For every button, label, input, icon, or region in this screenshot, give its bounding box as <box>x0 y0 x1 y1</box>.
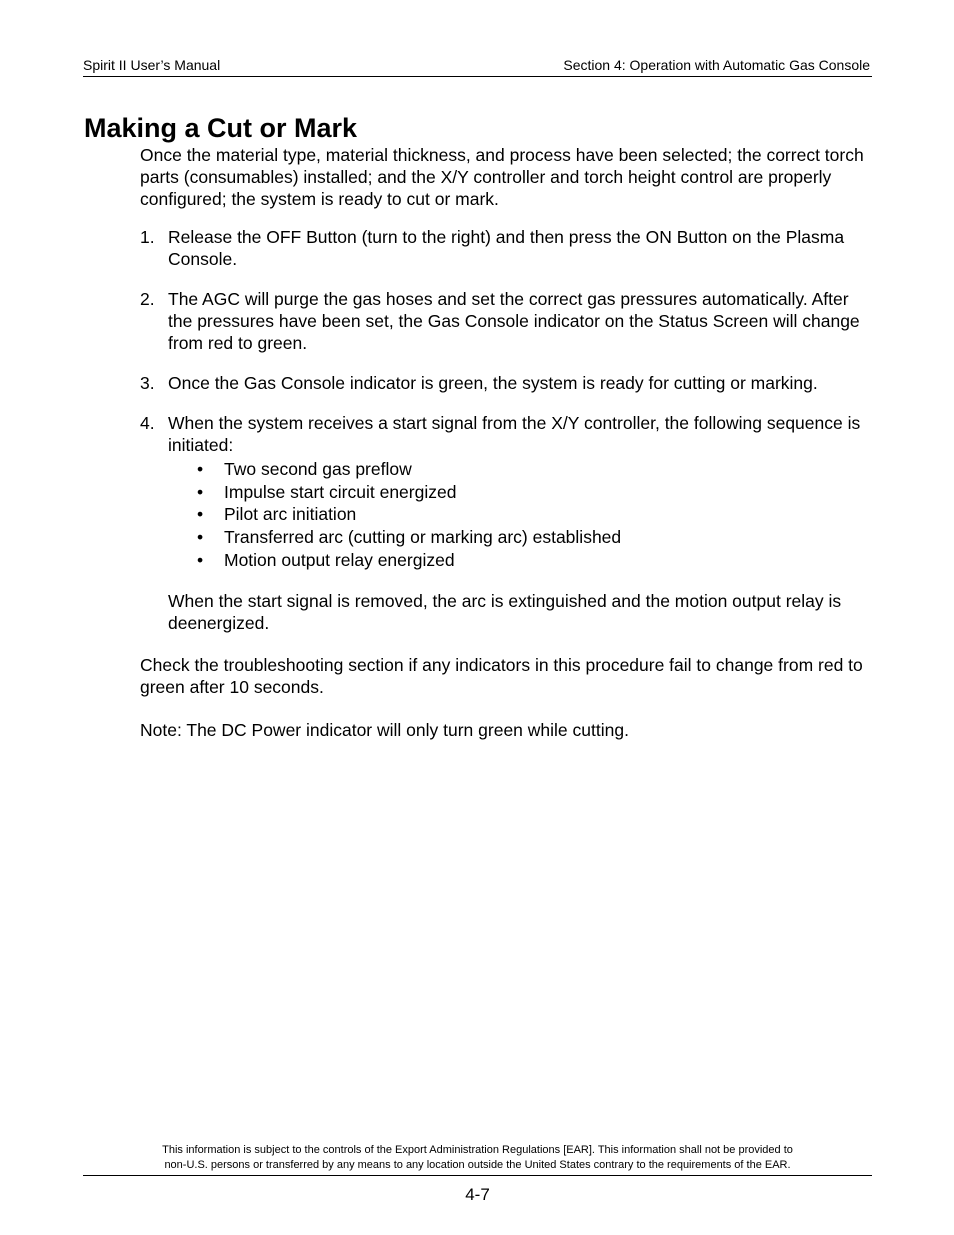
step-number: 4. <box>140 413 155 434</box>
bullet-icon: • <box>197 504 204 525</box>
list-item-text: Impulse start circuit energized <box>224 481 457 502</box>
note-paragraph: Note: The DC Power indicator will only turn green while cutting. <box>140 720 629 740</box>
section-title: Section 4: Operation with Automatic Gas Console <box>563 57 870 73</box>
footer-divider <box>83 1175 872 1176</box>
step-number: 2. <box>140 289 155 310</box>
list-item <box>168 481 875 504</box>
list-item-text: Transferred arc (cutting or marking arc) established <box>224 527 622 548</box>
list-item-text: Pilot arc initiation <box>224 504 357 525</box>
procedure-steps <box>140 227 875 590</box>
bullet-icon: • <box>197 527 204 548</box>
page-number: 4-7 <box>465 1185 490 1204</box>
intro-paragraph: Once the material type, material thickness, and process have been selected; the correct torch parts (consumables) installed; and the X/Y controller and torch height control are properly configured; the system is ready to cut or mark. <box>140 145 864 209</box>
list-item <box>168 526 875 549</box>
step-number: 1. <box>140 227 155 247</box>
bullet-icon: • <box>197 481 204 502</box>
bullet-icon: • <box>197 458 204 479</box>
step-3 <box>140 373 875 395</box>
step-text: When the system receives a start signal from the X/Y controller, the following sequence is initiated: <box>168 413 861 456</box>
step-number: 3. <box>140 372 155 393</box>
step-2 <box>140 289 875 354</box>
manual-title: Spirit II User’s Manual <box>83 57 221 73</box>
list-item <box>168 458 875 481</box>
troubleshooting-paragraph: Check the troubleshooting section if any indicators in this procedure fail to change from red to green after 10 seconds. <box>140 655 863 697</box>
step-4 <box>140 413 875 572</box>
step-text: Once the Gas Console indicator is green, the system is ready for cutting or marking. <box>168 372 818 393</box>
step-text: The AGC will purge the gas hoses and set the correct gas pressures automatically. After the pressures have been set, the Gas Console indicator on the Status Screen will change from red to green. <box>168 289 860 353</box>
list-item <box>168 549 875 572</box>
bullet-icon: • <box>197 550 204 571</box>
export-notice-line-1: This information is subject to the controls of the Export Administration Regulations [EAR]. This information shall not be provided to <box>162 1144 793 1156</box>
page-title: Making a Cut or Mark <box>84 113 358 143</box>
list-item <box>168 503 875 526</box>
deenergize-paragraph: When the start signal is removed, the arc is extinguished and the motion output relay is deenergized. <box>168 591 842 633</box>
step-text: Release the OFF Button (turn to the right) and then press the ON Button on the Plasma Console. <box>168 227 845 269</box>
step-1 <box>140 227 875 271</box>
list-item-text: Motion output relay energized <box>224 550 455 571</box>
export-notice-line-2: non-U.S. persons or transferred by any means to any location outside the United States contrary to the requirements of the EAR. <box>164 1159 791 1171</box>
sequence-list <box>168 458 875 572</box>
page-header <box>83 55 872 77</box>
export-notice <box>83 1143 872 1173</box>
list-item-text: Two second gas preflow <box>224 458 412 479</box>
